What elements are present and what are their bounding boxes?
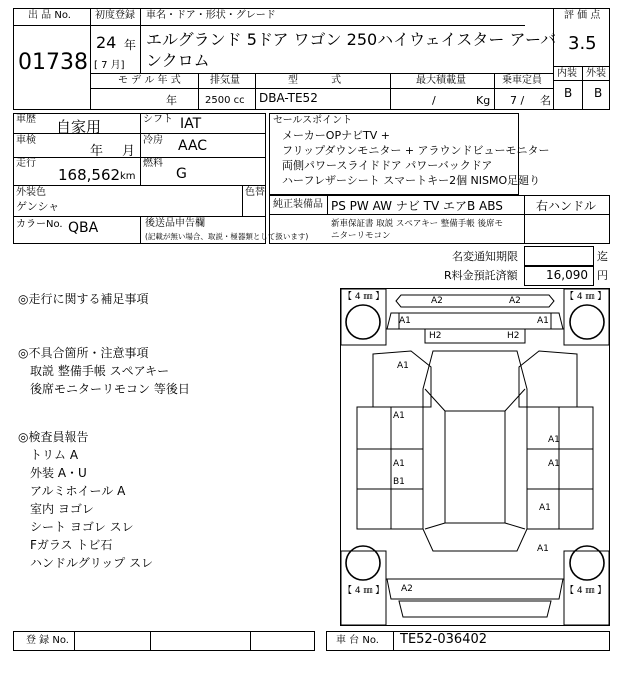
capacity: 7 / (510, 94, 525, 107)
damage-mark: A1 (537, 316, 549, 326)
damage-mark: A1 (539, 503, 551, 513)
fuel-label: 燃料 (143, 158, 163, 169)
mileage-unit: km (120, 171, 136, 182)
type-label: 型 式 (288, 75, 342, 86)
exterior-color: ゲンシャ (16, 200, 60, 213)
damage-mark: A1 (548, 459, 560, 469)
damage-diagram (340, 288, 610, 626)
sales-point-line: メーカーOPナビTV + (282, 129, 391, 142)
model-year-unit: 年 (166, 94, 177, 107)
color-change-label: 色替 (245, 187, 265, 198)
damage-mark: A2 (431, 296, 443, 306)
interior-grade-label: 内装 (557, 68, 577, 79)
warranty-line1: 新車保証書 取説 スペアキー 整備手帳 後席モ (331, 219, 503, 229)
divider (13, 133, 266, 134)
aircon: AAC (178, 138, 208, 154)
aftermarket-note: (記載が無い場合、取説・極器類として扱います) (145, 232, 309, 241)
damage-mark: A1 (397, 361, 409, 371)
first-reg-year-unit: 年 (124, 38, 137, 52)
divider (524, 195, 525, 244)
shift: IAT (180, 116, 202, 132)
overall-grade: 3.5 (568, 33, 597, 54)
mileage-label: 走行 (16, 158, 36, 169)
color-number: QBA (68, 220, 99, 236)
displacement: 2500 cc (205, 95, 245, 106)
lot-number: 01738 (18, 50, 88, 75)
car-name-line2: ンクロム (146, 51, 210, 70)
damage-mark: A2 (401, 584, 413, 594)
registration-number-label: 登 録 No. (26, 635, 69, 646)
capacity-label: 乗車定員 (502, 75, 542, 86)
max-load: / (432, 94, 436, 107)
capacity-unit: 名 (540, 94, 551, 107)
tire-depth-front-right: 【 4 ㎜ 】 (565, 292, 607, 302)
steering-side: 右ハンドル (536, 199, 597, 213)
divider (269, 214, 610, 215)
divider (393, 631, 394, 651)
divider (582, 66, 583, 110)
driving-notes-title: ◎走行に関する補足事項 (18, 292, 149, 306)
grade-label: 評 価 点 (564, 10, 601, 21)
damage-mark: H2 (507, 331, 520, 341)
divider (327, 195, 328, 214)
inspection-month: 月 (122, 144, 136, 159)
exterior-grade: B (594, 86, 603, 100)
chassis-number: TE52-036402 (400, 632, 488, 647)
divider (390, 73, 391, 110)
first-reg-month: [ 7 月] (94, 60, 125, 71)
inspection-label: 車検 (16, 135, 36, 146)
aircon-label: 冷房 (143, 135, 163, 146)
car-name-line1: エルグランド 5ドア ワゴン 250ハイウェイスター アーバ (146, 30, 557, 49)
divider (13, 25, 90, 26)
model-year-label: モ デ ル 年 式 (118, 75, 181, 86)
aftermarket-label: 後送品申告欄 (145, 218, 205, 229)
history-label: 車歴 (16, 114, 36, 125)
shift-label: シフト (143, 114, 173, 125)
color-number-label: カラーNo. (16, 219, 63, 230)
damage-mark: A1 (399, 316, 411, 326)
divider (140, 113, 141, 185)
divider (90, 73, 553, 74)
divider (242, 185, 243, 216)
damage-mark: A1 (537, 544, 549, 554)
tire-depth-front-left: 【 4 ㎜ 】 (343, 292, 385, 302)
divider (553, 80, 610, 81)
equipment-label: 純正装備品 (273, 199, 323, 210)
defect-note-line: 取説 整備手帳 スペアキー (30, 364, 170, 378)
inspector-report-line: トリム A (30, 448, 79, 462)
name-change-deadline-label: 名変通知期限 (452, 250, 518, 263)
inspector-report-line: アルミホイール A (30, 484, 126, 498)
inspector-report-line: シート ヨゴレ スレ (30, 520, 134, 534)
damage-mark: B1 (393, 477, 405, 487)
damage-mark: H2 (429, 331, 442, 341)
exterior-grade-label: 外装 (586, 68, 606, 79)
name-change-deadline-unit: 迄 (597, 250, 608, 263)
recycle-fee-label: R料金預託済額 (444, 269, 518, 282)
sales-point-line: ハーフレザーシート スマートキー2個 NISMO足廻り (282, 174, 541, 187)
interior-grade: B (564, 86, 573, 100)
divider (140, 8, 141, 73)
defect-notes-title: ◎不具合箇所・注意事項 (18, 346, 149, 360)
divider (13, 185, 266, 186)
recycle-fee-amount: 16,090 (546, 268, 588, 282)
damage-mark: A2 (509, 296, 521, 306)
divider (13, 157, 266, 158)
tire-depth-rear-left: 【 4 ㎜ 】 (343, 586, 385, 596)
divider (494, 73, 495, 110)
divider (150, 631, 151, 651)
damage-mark: A1 (548, 435, 560, 445)
first-registration-label: 初度登録 (95, 10, 135, 21)
inspector-report-line: 室内 ヨゴレ (30, 502, 94, 516)
defect-note-line: 後席モニターリモコン 等後日 (30, 382, 190, 396)
chassis-number-label: 車 台 No. (336, 635, 379, 646)
sales-point-line: フリップダウンモニター + アラウンドビューモニター (282, 144, 550, 157)
lot-number-label: 出 品 No. (28, 10, 71, 21)
first-reg-year: 24 (96, 33, 117, 52)
fuel: G (176, 166, 187, 182)
divider (90, 8, 91, 110)
exterior-color-label: 外装色 (16, 187, 46, 198)
sales-points-label: セールスポイント (273, 115, 353, 126)
divider (553, 8, 554, 110)
displacement-label: 排気量 (210, 75, 240, 86)
tire-depth-rear-right: 【 4 ㎜ 】 (565, 586, 607, 596)
damage-mark: A1 (393, 459, 405, 469)
mileage: 168,562 (58, 166, 121, 184)
divider (198, 73, 199, 110)
warranty-line2: ニターリモコン (331, 231, 391, 241)
car-name-label: 車名・ドア・形状・グレード (146, 10, 276, 21)
max-load-unit: Kg (476, 94, 491, 107)
divider (250, 631, 251, 651)
car-outline (341, 289, 609, 625)
divider (255, 73, 256, 110)
damage-mark: A1 (393, 411, 405, 421)
divider (140, 216, 141, 244)
divider (90, 88, 553, 89)
divider (90, 25, 525, 26)
vehicle-type: DBA-TE52 (259, 91, 318, 105)
max-load-label: 最大積載量 (416, 75, 466, 86)
inspector-report-line: 外装 A・U (30, 466, 87, 480)
recycle-fee-unit: 円 (597, 269, 608, 282)
equipment-list: PS PW AW ナビ TV エアB ABS (331, 199, 503, 213)
sales-point-line: 両側パワースライドドア パワーバックドア (282, 159, 493, 172)
history: 自家用 (56, 118, 102, 136)
divider (74, 631, 75, 651)
name-change-deadline-box (524, 246, 594, 266)
inspector-report-line: Fガラス トビ石 (30, 538, 113, 552)
inspection-year: 年 (90, 144, 104, 159)
inspector-report-title: ◎検査員報告 (18, 430, 89, 444)
inspector-report-line: ハンドルグリップ スレ (30, 556, 154, 570)
